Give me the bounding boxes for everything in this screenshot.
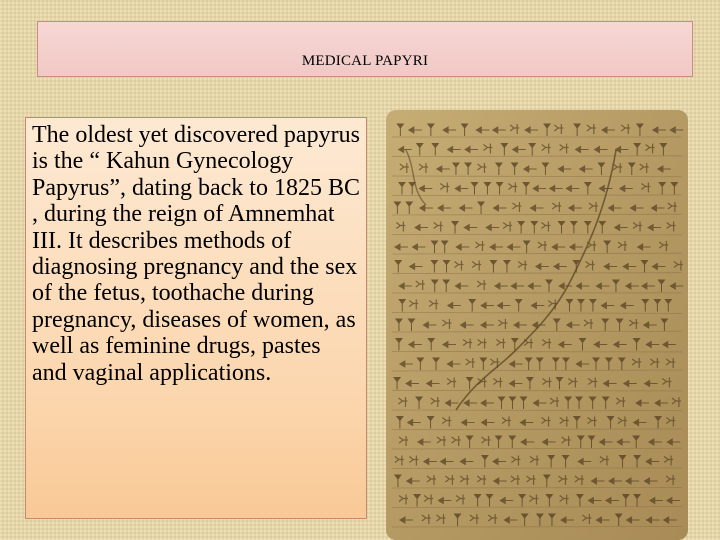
body-text-box bbox=[25, 117, 367, 519]
cuneiform-tablet-picture bbox=[386, 110, 688, 540]
slide-body-text: The oldest yet discovered papyrus is the “ Kahun Gynecology Papyrus”, dating back to 1825 BC , during the reign of Amnemhat III. It describes methods of diagnosing pregnancy and the sex of the fetus, toothache during pregnancy, diseases of women, as well as feminine drugs, pastes and vaginal applications. bbox=[32, 122, 360, 386]
title-box bbox=[37, 21, 693, 77]
slide-title: MEDICAL PAPYRI bbox=[301, 53, 429, 69]
clay-tablet-image bbox=[386, 110, 688, 540]
